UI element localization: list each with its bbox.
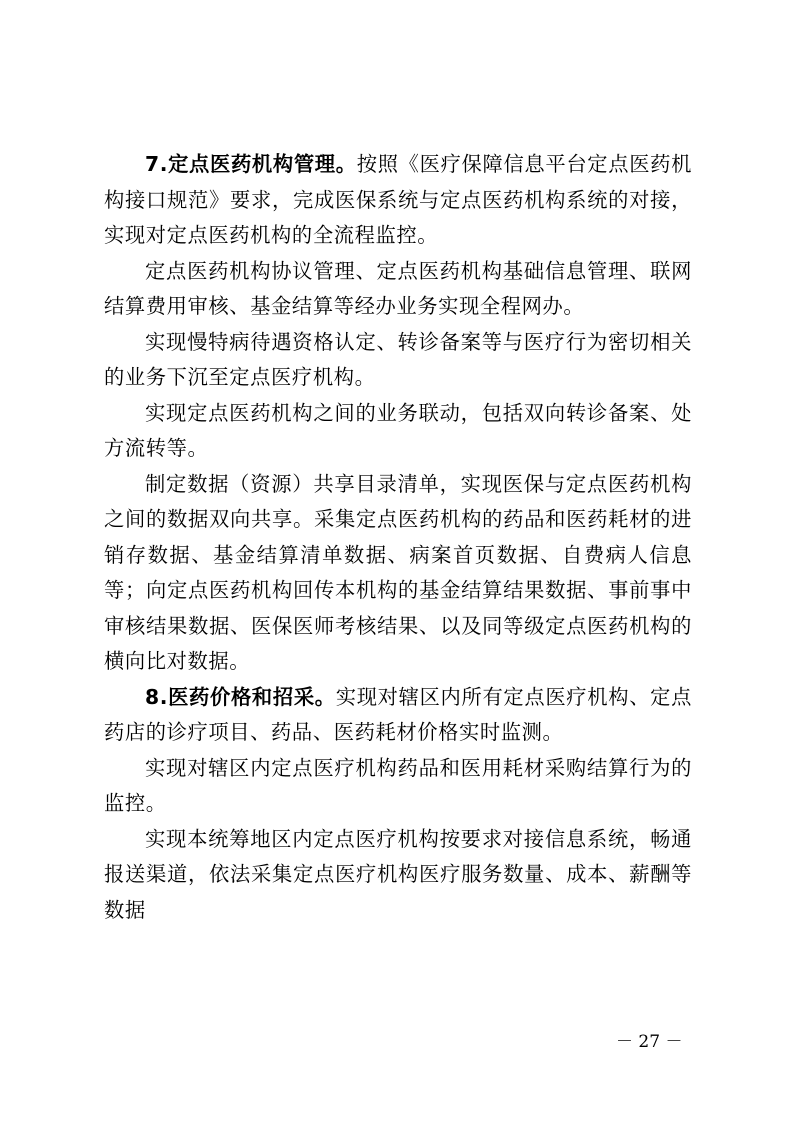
paragraph-text: 实现对辖区内定点医疗机构药品和医用耗材采购结算行为的监控。 [104, 755, 692, 815]
paragraph [104, 254, 692, 325]
paragraph-text: 实现慢特病待遇资格认定、转诊备案等与医疗行为密切相关的业务下沉至定点医疗机构。 [104, 329, 692, 389]
paragraph [104, 325, 692, 396]
document-body [104, 147, 692, 928]
paragraph-text: 实现对辖区内所有定点医疗机构、定点药店的诊疗项目、药品、医药耗材价格实时监测。 [104, 684, 692, 744]
paragraph [104, 822, 692, 929]
paragraph-text: 定点医药机构协议管理、定点医药机构基础信息管理、联网结算费用审核、基金结算等经办业务实现全程网办。 [104, 258, 692, 318]
paragraph-8-heading [104, 680, 692, 751]
paragraph-text: 实现本统筹地区内定点医疗机构按要求对接信息系统，畅通报送渠道，依法采集定点医疗机构医疗服务数量、成本、薪酬等数据 [104, 826, 692, 922]
paragraph-text: 制定数据（资源）共享目录清单，实现医保与定点医药机构之间的数据双向共享。采集定点医药机构的药品和医药耗材的进销存数据、基金结算清单数据、病案首页数据、自费病人信息等；向定点医药机构回传本机构的基金结算结果数据、事前事中审核结果数据、医保医师考核结果、以及同等级定点医药机构的横向比对数据。 [104, 471, 692, 673]
section-heading: 8.医药价格和招采。 [145, 684, 336, 709]
paragraph-text: 按照《医疗保障信息平台定点医药机构接口规范》要求，完成医保系统与定点医药机构系统的对接，实现对定点医药机构的全流程监控。 [104, 152, 692, 247]
paragraph [104, 467, 692, 680]
paragraph [104, 396, 692, 467]
page-number: － 27 － [616, 1032, 683, 1052]
section-heading: 7.定点医药机构管理。 [145, 152, 357, 176]
paragraph-text: 实现定点医药机构之间的业务联动，包括双向转诊备案、处方流转等。 [104, 400, 692, 460]
paragraph-7-heading [104, 147, 692, 254]
paragraph [104, 751, 692, 822]
